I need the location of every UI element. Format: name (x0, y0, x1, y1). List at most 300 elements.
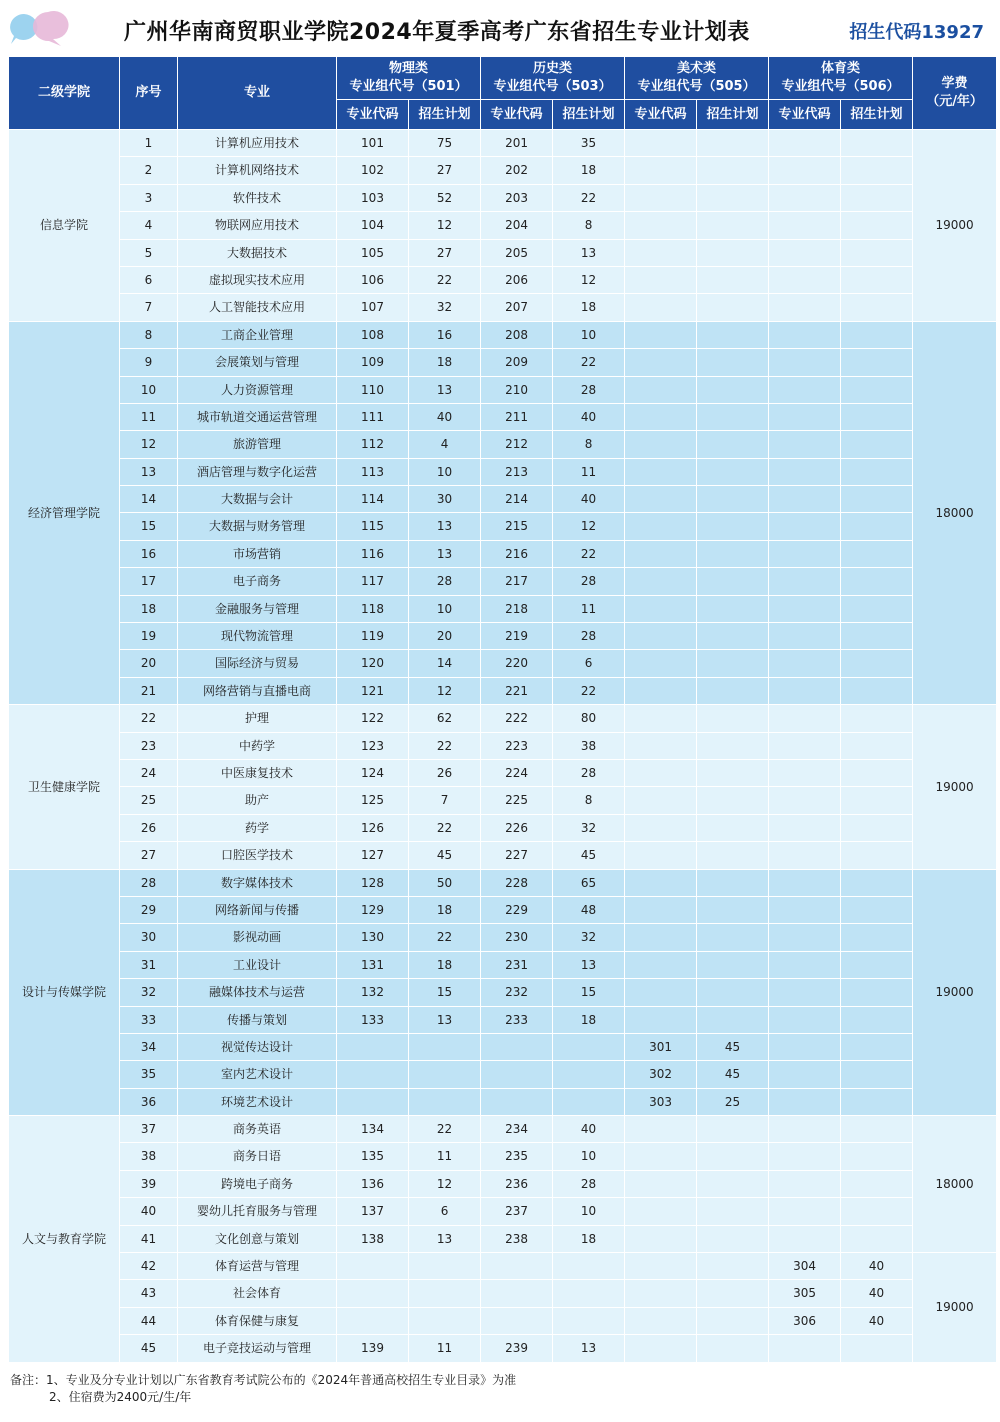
major-code-cell: 237 (481, 1198, 553, 1225)
plan-count-cell (841, 294, 913, 321)
major-code-cell (769, 869, 841, 896)
index-cell: 26 (120, 814, 178, 841)
major-cell: 大数据与财务管理 (178, 513, 337, 540)
plan-count-cell (841, 979, 913, 1006)
plan-count-cell: 28 (409, 568, 481, 595)
major-code-cell: 125 (337, 787, 409, 814)
major-code-cell (337, 1280, 409, 1307)
plan-count-cell: 11 (553, 595, 625, 622)
major-code-cell (769, 540, 841, 567)
table-row (9, 349, 997, 376)
plan-count-cell: 16 (409, 321, 481, 348)
major-code-cell (625, 349, 697, 376)
major-code-cell: 224 (481, 759, 553, 786)
table-row (9, 705, 997, 732)
plan-count-cell (697, 924, 769, 951)
table-row (9, 1143, 997, 1170)
major-code-cell (769, 924, 841, 951)
index-cell: 24 (120, 759, 178, 786)
major-code-cell (625, 157, 697, 184)
plan-count-cell (841, 513, 913, 540)
plan-count-cell (409, 1061, 481, 1088)
plan-count-cell: 18 (409, 896, 481, 923)
major-code-cell (481, 1307, 553, 1334)
plan-count-cell (553, 1307, 625, 1334)
header-group-art (625, 57, 769, 100)
major-cell: 会展策划与管理 (178, 349, 337, 376)
plan-count-cell (697, 458, 769, 485)
major-cell: 传播与策划 (178, 1006, 337, 1033)
major-code-cell (625, 842, 697, 869)
major-code-cell: 208 (481, 321, 553, 348)
major-cell: 护理 (178, 705, 337, 732)
plan-count-cell (697, 1006, 769, 1033)
plan-count-cell: 28 (553, 1170, 625, 1197)
major-code-cell (769, 184, 841, 211)
major-cell: 电子竞技运动与管理 (178, 1335, 337, 1362)
major-code-cell (769, 1225, 841, 1252)
plan-count-cell: 10 (409, 595, 481, 622)
major-code-cell (769, 403, 841, 430)
table-row (9, 1088, 997, 1115)
major-code-cell (481, 1088, 553, 1115)
plan-count-cell (841, 1143, 913, 1170)
plan-count-cell: 22 (409, 924, 481, 951)
major-code-cell (625, 1280, 697, 1307)
major-code-cell (625, 650, 697, 677)
major-code-cell: 217 (481, 568, 553, 595)
major-code-cell: 220 (481, 650, 553, 677)
plan-count-cell (409, 1307, 481, 1334)
index-cell: 34 (120, 1033, 178, 1060)
plan-count-cell (697, 787, 769, 814)
plan-count-cell (841, 266, 913, 293)
plan-count-cell: 40 (409, 403, 481, 430)
major-code-cell: 210 (481, 376, 553, 403)
index-cell: 10 (120, 376, 178, 403)
major-code-cell (769, 623, 841, 650)
table-row (9, 1225, 997, 1252)
major-cell: 助产 (178, 787, 337, 814)
major-code-cell: 209 (481, 349, 553, 376)
plan-count-cell (697, 1143, 769, 1170)
major-code-cell (625, 1225, 697, 1252)
major-code-cell (769, 787, 841, 814)
major-cell: 网络新闻与传播 (178, 896, 337, 923)
index-cell: 6 (120, 266, 178, 293)
tuition-fee-cell: 19000 (913, 130, 997, 322)
major-code-cell (625, 979, 697, 1006)
plan-count-cell (841, 677, 913, 704)
major-cell: 视觉传达设计 (178, 1033, 337, 1060)
major-code-cell: 112 (337, 431, 409, 458)
major-code-cell (625, 1116, 697, 1143)
major-code-cell (625, 896, 697, 923)
plan-count-cell: 32 (409, 294, 481, 321)
table-row (9, 677, 997, 704)
index-cell: 22 (120, 705, 178, 732)
plan-count-cell: 22 (409, 732, 481, 759)
major-cell: 市场营销 (178, 540, 337, 567)
plan-count-cell (841, 732, 913, 759)
major-code-cell: 238 (481, 1225, 553, 1252)
plan-count-cell (697, 1253, 769, 1280)
index-cell: 21 (120, 677, 178, 704)
major-code-cell: 219 (481, 623, 553, 650)
index-cell: 45 (120, 1335, 178, 1362)
plan-count-cell: 45 (553, 842, 625, 869)
major-code-cell (769, 1198, 841, 1225)
index-cell: 8 (120, 321, 178, 348)
major-code-cell (625, 130, 697, 157)
major-code-cell (769, 130, 841, 157)
major-code-cell: 108 (337, 321, 409, 348)
table-row (9, 1116, 997, 1143)
plan-count-cell (841, 349, 913, 376)
plan-count-cell: 28 (553, 568, 625, 595)
plan-count-cell: 18 (409, 349, 481, 376)
major-code-cell: 201 (481, 130, 553, 157)
plan-count-cell: 13 (553, 951, 625, 978)
note-line: 备注：1、专业及分专业计划以广东省教育考试院公布的《2024年普通高校招生专业目录》为准 (10, 1373, 517, 1387)
major-code-cell: 229 (481, 896, 553, 923)
plan-count-cell (697, 677, 769, 704)
plan-count-cell (841, 896, 913, 923)
college-cell: 人文与教育学院 (9, 1116, 120, 1363)
major-code-cell: 215 (481, 513, 553, 540)
index-cell: 37 (120, 1116, 178, 1143)
major-code-cell: 101 (337, 130, 409, 157)
table-row (9, 759, 997, 786)
note-line: 2、住宿费为2400元/生/年 (49, 1390, 192, 1404)
plan-count-cell (697, 814, 769, 841)
table-row (9, 294, 997, 321)
major-code-cell (625, 814, 697, 841)
major-code-cell (625, 321, 697, 348)
plan-count-cell (697, 212, 769, 239)
major-cell: 室内艺术设计 (178, 1061, 337, 1088)
group-code: 专业组代号（505） (637, 79, 756, 94)
table-row (9, 239, 997, 266)
major-code-cell: 139 (337, 1335, 409, 1362)
major-code-cell (337, 1253, 409, 1280)
plan-count-cell: 40 (553, 403, 625, 430)
table-row (9, 1006, 997, 1033)
plan-count-cell: 8 (553, 787, 625, 814)
major-code-cell (769, 349, 841, 376)
major-code-cell: 203 (481, 184, 553, 211)
plan-count-cell: 13 (409, 1006, 481, 1033)
index-cell: 42 (120, 1253, 178, 1280)
plan-count-cell (553, 1061, 625, 1088)
major-code-cell (625, 1198, 697, 1225)
major-code-cell: 111 (337, 403, 409, 430)
major-code-cell: 126 (337, 814, 409, 841)
group-name: 体育类 (821, 61, 861, 77)
major-code-cell: 114 (337, 486, 409, 513)
plan-count-cell: 18 (553, 1225, 625, 1252)
table-row (9, 1198, 997, 1225)
major-cell: 人力资源管理 (178, 376, 337, 403)
plan-count-cell: 22 (553, 677, 625, 704)
major-code-cell (625, 623, 697, 650)
plan-count-cell (697, 431, 769, 458)
plan-count-cell (409, 1253, 481, 1280)
major-code-cell: 239 (481, 1335, 553, 1362)
major-code-cell (625, 787, 697, 814)
plan-count-cell: 22 (409, 814, 481, 841)
plan-count-cell: 15 (553, 979, 625, 1006)
major-code-cell: 110 (337, 376, 409, 403)
table-row (9, 486, 997, 513)
tuition-fee-cell: 19000 (913, 1253, 997, 1363)
plan-count-cell: 75 (409, 130, 481, 157)
major-code-cell (769, 486, 841, 513)
major-code-cell (769, 513, 841, 540)
plan-count-cell: 22 (553, 349, 625, 376)
major-code-cell (769, 759, 841, 786)
major-code-cell: 222 (481, 705, 553, 732)
plan-count-cell: 18 (553, 1006, 625, 1033)
major-code-cell (769, 1033, 841, 1060)
plan-count-cell (697, 1335, 769, 1362)
plan-count-cell: 80 (553, 705, 625, 732)
header-major-code: 专业代码 (481, 100, 553, 130)
major-code-cell: 225 (481, 787, 553, 814)
plan-count-cell: 10 (553, 1143, 625, 1170)
major-code-cell (625, 540, 697, 567)
major-code-cell: 127 (337, 842, 409, 869)
plan-count-cell (841, 157, 913, 184)
plan-count-cell (697, 266, 769, 293)
tuition-fee-cell: 18000 (913, 1116, 997, 1253)
index-cell: 28 (120, 869, 178, 896)
plan-count-cell (841, 1225, 913, 1252)
major-cell: 酒店管理与数字化运营 (178, 458, 337, 485)
header-group-physics (337, 57, 481, 100)
college-cell: 信息学院 (9, 130, 120, 322)
major-code-cell: 132 (337, 979, 409, 1006)
major-code-cell: 216 (481, 540, 553, 567)
plan-count-cell: 30 (409, 486, 481, 513)
index-cell: 3 (120, 184, 178, 211)
header-college: 二级学院 (9, 57, 120, 130)
plan-count-cell (841, 184, 913, 211)
major-cell: 虚拟现实技术应用 (178, 266, 337, 293)
plan-count-cell: 52 (409, 184, 481, 211)
table-row (9, 540, 997, 567)
major-code-cell: 234 (481, 1116, 553, 1143)
plan-count-cell (841, 1061, 913, 1088)
page-title: 广州华南商贸职业学院2024年夏季高考广东省招生专业计划表 (124, 20, 750, 45)
header-plan: 招生计划 (553, 100, 625, 130)
index-cell: 11 (120, 403, 178, 430)
plan-count-cell (841, 1006, 913, 1033)
major-code-cell (769, 896, 841, 923)
header-major-code: 专业代码 (769, 100, 841, 130)
table-row (9, 1335, 997, 1362)
plan-count-cell (697, 184, 769, 211)
major-cell: 药学 (178, 814, 337, 841)
plan-count-cell (697, 321, 769, 348)
major-code-cell (337, 1061, 409, 1088)
plan-count-cell (697, 568, 769, 595)
plan-count-cell: 32 (553, 924, 625, 951)
major-code-cell (769, 1116, 841, 1143)
table-row (9, 814, 997, 841)
major-code-cell: 306 (769, 1307, 841, 1334)
major-cell: 口腔医学技术 (178, 842, 337, 869)
index-cell: 20 (120, 650, 178, 677)
index-cell: 38 (120, 1143, 178, 1170)
plan-count-cell (841, 1116, 913, 1143)
plan-count-cell (841, 431, 913, 458)
group-name: 历史类 (533, 61, 573, 77)
plan-count-cell: 32 (553, 814, 625, 841)
plan-count-cell (841, 814, 913, 841)
plan-count-cell (697, 623, 769, 650)
index-cell: 33 (120, 1006, 178, 1033)
major-cell: 软件技术 (178, 184, 337, 211)
plan-count-cell: 22 (553, 184, 625, 211)
major-code-cell (769, 677, 841, 704)
major-code-cell (625, 705, 697, 732)
major-code-cell: 235 (481, 1143, 553, 1170)
major-code-cell (625, 1335, 697, 1362)
major-cell: 商务日语 (178, 1143, 337, 1170)
plan-count-cell (841, 1033, 913, 1060)
index-cell: 25 (120, 787, 178, 814)
notes (10, 1372, 516, 1406)
plan-count-cell: 10 (553, 321, 625, 348)
table-row (9, 1170, 997, 1197)
major-code-cell: 231 (481, 951, 553, 978)
major-code-cell (625, 568, 697, 595)
major-code-cell (625, 951, 697, 978)
major-code-cell: 123 (337, 732, 409, 759)
major-code-cell (625, 869, 697, 896)
major-code-cell: 301 (625, 1033, 697, 1060)
plan-count-cell (841, 623, 913, 650)
major-code-cell (769, 1061, 841, 1088)
major-code-cell (625, 1006, 697, 1033)
major-code-cell: 131 (337, 951, 409, 978)
major-code-cell (625, 924, 697, 951)
plan-count-cell (841, 568, 913, 595)
plan-count-cell: 4 (409, 431, 481, 458)
plan-count-cell: 8 (553, 431, 625, 458)
major-cell: 电子商务 (178, 568, 337, 595)
major-code-cell: 305 (769, 1280, 841, 1307)
table-row (9, 979, 997, 1006)
group-name: 美术类 (677, 61, 717, 77)
plan-count-cell: 40 (841, 1307, 913, 1334)
plan-count-cell: 13 (409, 1225, 481, 1252)
table-row (9, 1280, 997, 1307)
plan-count-cell (697, 1198, 769, 1225)
plan-count-cell: 62 (409, 705, 481, 732)
major-cell: 体育保健与康复 (178, 1307, 337, 1334)
major-code-cell: 113 (337, 458, 409, 485)
index-cell: 44 (120, 1307, 178, 1334)
major-code-cell (625, 486, 697, 513)
plan-count-cell (553, 1033, 625, 1060)
major-code-cell (769, 376, 841, 403)
plan-count-cell (553, 1280, 625, 1307)
major-code-cell: 107 (337, 294, 409, 321)
header-index: 序号 (120, 57, 178, 130)
major-code-cell (769, 212, 841, 239)
major-code-cell: 105 (337, 239, 409, 266)
college-cell: 设计与传媒学院 (9, 869, 120, 1116)
index-cell: 30 (120, 924, 178, 951)
table-row (9, 787, 997, 814)
major-code-cell (625, 513, 697, 540)
major-code-cell (481, 1253, 553, 1280)
plan-count-cell (697, 869, 769, 896)
plan-count-cell: 26 (409, 759, 481, 786)
table-row (9, 650, 997, 677)
index-cell: 27 (120, 842, 178, 869)
major-code-cell (769, 239, 841, 266)
table-row (9, 321, 997, 348)
plan-count-cell (841, 924, 913, 951)
plan-count-cell (697, 376, 769, 403)
index-cell: 23 (120, 732, 178, 759)
plan-count-cell: 6 (409, 1198, 481, 1225)
major-code-cell: 236 (481, 1170, 553, 1197)
plan-count-cell: 12 (409, 1170, 481, 1197)
plan-count-cell (841, 951, 913, 978)
plan-count-cell (553, 1088, 625, 1115)
table-row (9, 1253, 997, 1280)
plan-count-cell (841, 212, 913, 239)
plan-count-cell: 11 (553, 458, 625, 485)
table-row (9, 623, 997, 650)
plan-count-cell (841, 376, 913, 403)
plan-count-cell: 10 (409, 458, 481, 485)
plan-count-cell: 12 (409, 212, 481, 239)
major-cell: 跨境电子商务 (178, 1170, 337, 1197)
major-code-cell (337, 1307, 409, 1334)
plan-count-cell: 40 (841, 1280, 913, 1307)
speech-bubbles-logo-icon (10, 8, 70, 48)
major-code-cell (769, 294, 841, 321)
plan-count-cell: 38 (553, 732, 625, 759)
table-row (9, 842, 997, 869)
plan-count-cell: 45 (697, 1061, 769, 1088)
major-code-cell: 213 (481, 458, 553, 485)
title-bar (0, 0, 1000, 56)
major-code-cell: 136 (337, 1170, 409, 1197)
major-cell: 网络营销与直播电商 (178, 677, 337, 704)
plan-count-cell (841, 595, 913, 622)
major-code-cell (625, 431, 697, 458)
plan-count-cell (697, 979, 769, 1006)
header-group-sports (769, 57, 913, 100)
plan-count-cell (697, 1170, 769, 1197)
plan-count-cell (697, 349, 769, 376)
major-cell: 城市轨道交通运营管理 (178, 403, 337, 430)
major-code-cell (769, 1088, 841, 1115)
plan-count-cell (841, 705, 913, 732)
plan-count-cell (841, 540, 913, 567)
plan-count-cell: 27 (409, 157, 481, 184)
table-body (9, 130, 997, 1363)
table-row (9, 595, 997, 622)
major-code-cell (769, 705, 841, 732)
index-cell: 29 (120, 896, 178, 923)
